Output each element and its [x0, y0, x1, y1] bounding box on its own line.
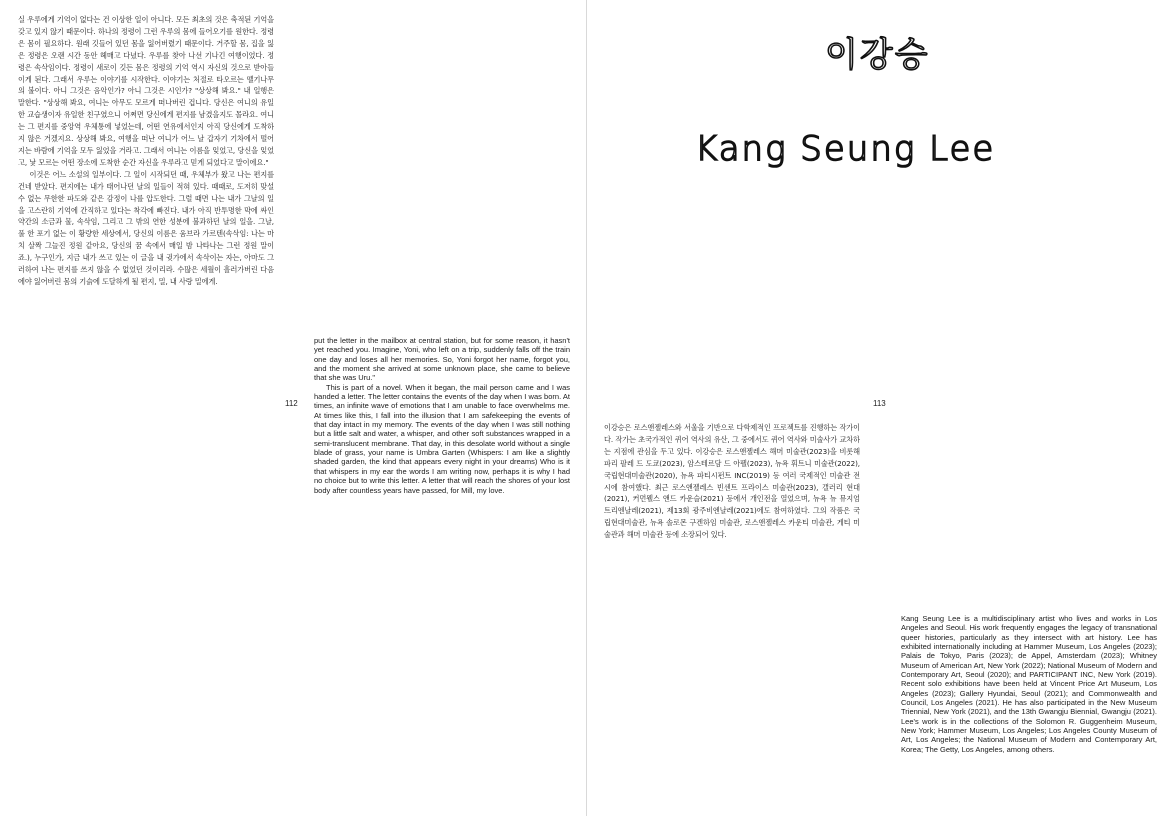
english-paragraph-2: This is part of a novel. When it began, the mail person came and I was handed a letter. The letter contains the events of the day when I was born. At times, an infinite wave of emotions that I am unable to face overwhelms me. At times like this, I fall into the illusion that I am safekeeping the events of that day intact in my memory. The events of the day when I was still nothing but a little salt and water, a whisper, and other soft substances wrapped in a semi-translucent membrane. That day, in this desolate world without a single blade of grass, your name is Umbra Garten (Whispers: I am like a slightly shaded garden, the kind that appears every night in your dreams) Who is it that whispers in my ear the words I am writing now, perhaps it is why I had no choice but to write this letter. A letter that will reach the shores of your lost body after countless years have passed, for Mill, my love. — [314, 382, 570, 495]
english-text-block — [314, 336, 570, 495]
korean-name-logotype: 이강승 — [825, 35, 930, 75]
korean-text-block — [18, 14, 274, 288]
artist-name-logo-graphic — [695, 28, 1065, 188]
right-page — [587, 0, 1174, 816]
artist-name-logo — [695, 28, 1065, 188]
page-number-right: 113 — [873, 399, 886, 408]
korean-bio: 이강승은 로스앤젤레스와 서울을 기반으로 다학제적인 프로젝트를 진행하는 작가이다. 작가는 초국가적인 퀴어 역사의 유산, 그 중에서도 퀴어 역사와 미술사가 교차하는 지점에 관심을 두고 있다. 이강승은 로스앤젤레스 해머 미술관(2023)을 비롯해 파리 팔레 드 도쿄(2023), 암스테르담 드 아펠(2023), 뉴욕 휘트니 미술관(2022), 국립현대미술관(2020), 뉴욕 파티시펀트 INC(2019) 등 여러 국제적인 미술관 전시에 참여했다. 최근 로스앤젤레스 빈센트 프라이스 미술관(2023), 갤러리 현대(2021), 커먼웰스 앤드 카운슬(2021) 등에서 개인전을 열었으며, 뉴욕 뉴 뮤지엄 트리엔날레(2021), 제13회 광주비엔날레(2021)에도 참여하였다. 그의 작품은 국립현대미술관, 뉴욕 솔로몬 구겐하임 미술관, 로스앤젤레스 카운티 미술관, 게티 미술관과 해머 미술관 등에 소장되어 있다. — [604, 423, 860, 540]
left-page — [0, 0, 586, 816]
english-paragraph-1: put the letter in the mailbox at central station, but for some reason, it hasn't yet reached you. Imagine, Yoni, who left on a trip, suddenly falls off the train one day and loses all her memories. So, Yoni forgot her name, forgot you, and the moment she arrived at some unknown place, she came to believe that she was Uru." — [314, 336, 570, 383]
korean-paragraph-2: 이것은 어느 소설의 일부이다. 그 일이 시작되던 때, 우체부가 왔고 나는 편지를 건네 받았다. 편지에는 내가 태어나던 날의 일들이 적혀 있다. 때때로, 도저히 맞설 수 없는 무한한 파도와 같은 감정이 나를 압도한다. 그럴 때면 나는 내가 그날의 일을 고스란히 기억에 간직하고 있다는 착각에 빠진다. 내가 아직 반투명한 막에 싸인 약간의 소금과 물, 속삭임, 그리고 그 밖의 연한 성분에 불과하던 날의 일을. 그날, 풀 한 포기 없는 이 황량한 세상에서, 당신의 이름은 움브라 가르텐(속삭임: 나는 마치 살짝 그늘진 정원 같아요, 당신의 꿈 속에서 매일 밤 나타나는 그런 정원 말이죠.), 누구인가, 지금 내가 쓰고 있는 이 글을 내 귓가에서 속삭이는 자는, 아마도 그러하여 나는 편지를 쓰지 않을 수 없었던 것이리라. 수많은 세월이 흘러가버린 다음에야 잃어버린 몸의 기슭에 도달하게 될 편지, 밀, 내 사랑 밀에게. — [18, 169, 274, 286]
english-bio: Kang Seung Lee is a multidisciplinary artist who lives and works in Los Angeles and Seoul. His work frequently engages the legacy of transnational queer histories, particularly as they intersect with art history. Lee has exhibited internationally including at Hammer Museum, Los Angeles (2023); Palais de Tokyo, Paris (2023); de Appel, Amsterdam (2023); Whitney Museum of American Art, New York (2022); National Museum of Modern and Contemporary Art, Seoul (2020); and PARTICIPANT INC, New York (2019). Recent solo exhibitions have been held at Vincent Price Art Museum, Los Angeles (2023); Gallery Hyundai, Seoul (2021); and Commonwealth and Council, Los Angeles (2021). He has also participated in the New Museum Triennial, New York (2021), and the 13th Gwangju Biennial, Gwangju (2021). Lee's work is in the collections of the Solomon R. Guggenheim Museum, New York; Hammer Museum, Los Angeles; Los Angeles County Museum of Art, Los Angeles; the National Museum of Modern and Contemporary Art, Korea; The Getty, Los Angeles, among others. — [901, 614, 1157, 754]
english-name-logotype: Kang Seung Lee — [695, 129, 996, 169]
page-number-left: 112 — [285, 399, 298, 408]
korean-paragraph-1: 실 우루에게 기억이 없다는 건 이상한 일이 아니다. 모든 최초의 것은 축적된 기억을 갖고 있지 않기 때문이다. 하나의 정령이 그런 우루의 몸에 들어오기를 원한다. 정령은 몸이 필요하다. 원래 깃들어 있던 몸을 잃어버렸기 때문이다. 거주할 몸, 집을 잃은 정령은 오랜 시간 동안 헤매고 다녔다. 우루를 찾아 나선 기나긴 여행이었다. 정령은 속삭임이다. 정령이 새로이 깃든 몸은 정령의 기억 역시 자신의 것으로 받아들이게 된다. 그래서 우루는 이야기를 시작한다. 이야기는 처절로 타오르는 뗄기나무의 불이다. 아니 그것은 음악인가? 아니 그것은 시인가? "상상해 봐요." 내 일행은 말한다. "상상해 봐요, 여니는 아무도 모르게 떠나버린 겁니다. 당신은 여니의 유일한 교습생이자 유일한 친구였으니 어쩌면 당신에게 편지를 남겼을지도 몰라요. 여니는 그 편지를 중앙역 우체통에 넣었는데, 어떤 연유에서인지 아직 당신에게 도착하지 않은 거겠지요. 상상해 봐요, 여행을 떠난 여니가 어느 날 갑자기 기차에서 떨어지는 바람에 기억을 모두 잃었을 거라고. 그래서 여니는 이름을 잊었고, 당신을 잊었고, 낯 모르는 어떤 장소에 도착한 순간 자신을 우루라고 믿게 되었다고 말이에요." — [18, 15, 274, 167]
